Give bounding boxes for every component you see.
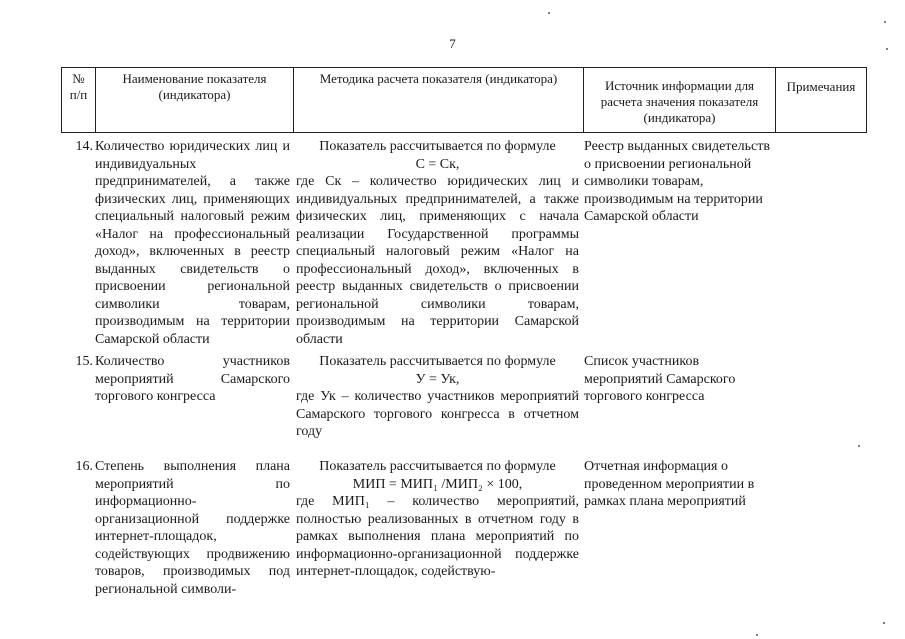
calculation-method [296,138,579,348]
page-number: 7 [449,36,456,51]
header-notes-label: Примечания [786,79,856,94]
indicator-name: Степень выполнения плана мероприятий по информационно-организационной поддержке интернет-площадок, содействующих продвижению товаров, производимых под региональной символи- [95,459,290,597]
scan-speck [883,622,885,624]
calculation-method [296,353,579,441]
scan-speck [884,21,886,23]
header-method [293,68,583,132]
info-source: Отчетная информация о проведенном мероприятии в рамках плана мероприятий [584,459,755,509]
header-num-label: № п/п [69,71,88,102]
row-number: 14. [75,139,93,154]
scan-speck [858,445,860,447]
header-method-label: Методика расчета показателя (индикатора) [319,71,558,86]
method-intro: Показатель рассчитывается по формуле [319,354,556,369]
header-name [95,68,293,132]
formula: У = Ук, [415,371,460,387]
row-number: 15. [75,354,93,369]
info-source: Реестр выданных свидетельств о присвоении региональной символики товарам, производимым на территории Самарской области [584,139,770,224]
scan-speck [756,634,758,636]
table-header [61,67,867,133]
info-source: Список участников мероприятий Самарского торгового конгресса [584,354,736,404]
method-intro: Показатель рассчитывается по формуле [319,139,556,154]
header-source [583,68,775,132]
header-source-label: Источник информации для расчета значения показателя (индикатора) [600,78,759,125]
scan-speck [548,12,550,14]
formula: МИП = МИП₁ /МИП₂ × 100, [352,476,523,492]
row-number: 16. [75,459,93,474]
indicator-name: Количество юридических лиц и индивидуальных предпринимателей, а также физических лиц, применяющих специальный налоговый режим «Налог на профессиональный доход», включенных в реестр выданных свидетельств о присвоении региональной символики товарам, производимым на территории Самарской области [95,139,290,347]
header-num [61,68,95,132]
scan-speck [886,48,888,50]
method-text: где Ук – количество участников мероприятий Самарского торгового конгресса в отчетном году [296,389,579,439]
method-intro: Показатель рассчитывается по формуле [319,459,556,474]
method-text: где Ск – количество юридических лиц и индивидуальных предпринимателей, а также физических лиц, применяющих с начала реализации Государственной программы специальный налоговый режим «Налог на профессиональный доход», включенных в реестр выданных свидетельств о присвоении региональной символики товарам, производимым на территории Самарской области [296,174,579,347]
header-notes [775,68,867,132]
formula: С = Ск, [415,156,460,172]
method-text: где МИП₁ – количество мероприятий, полностью реализованных в отчетном году в рамках выполнения плана мероприятий по информационно-организационной поддержке интернет-площадок, содействую- [296,494,579,579]
header-name-label: Наименование показателя (индикатора) [122,71,267,102]
indicator-name: Количество участников мероприятий Самарского торгового конгресса [95,354,290,404]
calculation-method [296,458,579,581]
